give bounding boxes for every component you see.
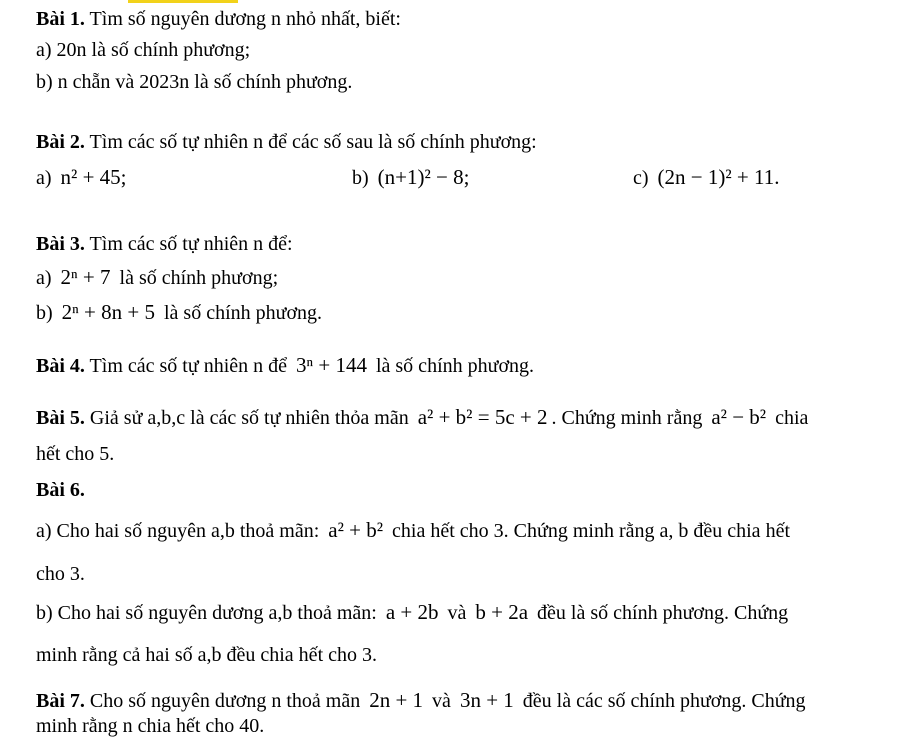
p2-c-expr: (2n − 1)² + 11. <box>657 165 780 189</box>
p4-line <box>36 353 534 378</box>
p2-b-label: b) <box>352 167 369 189</box>
p5-t1: Giả sử a,b,c là các số tự nhiên thỏa mãn <box>89 407 409 429</box>
p6-b2: đều là số chính phương. Chứng <box>537 602 789 624</box>
p7-and: và <box>432 690 451 712</box>
p3-b <box>36 300 322 325</box>
p6-a3: cho 3. <box>36 563 85 585</box>
p3-b-label: b) <box>36 302 53 324</box>
p6-b1: b) Cho hai số nguyên dương a,b thoả mãn: <box>36 602 377 624</box>
p3-stem: Tìm các số tự nhiên n để: <box>89 233 293 255</box>
p2-stem: Tìm các số tự nhiên n để các số sau là số chính phương: <box>89 131 537 153</box>
p2-stem-line <box>36 130 537 154</box>
highlight-strip <box>128 0 238 3</box>
p7-t2: đều là các số chính phương. Chứng <box>522 690 806 712</box>
p6-a1: a) Cho hai số nguyên a,b thoả mãn: <box>36 520 320 542</box>
p1-stem-line <box>36 7 401 31</box>
p6-title: Bài 6. <box>36 479 85 501</box>
p1-b: b) n chẵn và 2023n là số chính phương. <box>36 71 353 93</box>
p5-line1 <box>36 405 808 430</box>
p4-expr: 3ⁿ + 144 <box>296 353 367 377</box>
p3-stem-line <box>36 232 293 256</box>
p7-line1 <box>36 688 806 713</box>
p3-a <box>36 265 278 290</box>
p3-title: Bài 3. <box>36 233 85 255</box>
p5-expr2: a² − b² <box>711 405 767 429</box>
p2-a-expr: n² + 45; <box>60 165 127 189</box>
p1-title: Bài 1. <box>36 8 85 30</box>
p5-t4: hết cho 5. <box>36 443 115 465</box>
p6-b-expr1: a + 2b <box>385 600 439 624</box>
p4-title: Bài 4. <box>36 355 85 377</box>
p5-t3: chia <box>775 407 809 429</box>
p6-b-line1 <box>36 600 788 625</box>
p3-a-expr: 2ⁿ + 7 <box>60 265 111 289</box>
p3-b-expr: 2ⁿ + 8n + 5 <box>61 300 155 324</box>
p2-title: Bài 2. <box>36 131 85 153</box>
p7-t3: minh rằng n chia hết cho 40. <box>36 715 265 737</box>
p2-c <box>633 165 784 190</box>
p7-title: Bài 7. <box>36 690 85 712</box>
p3-a-text: là số chính phương; <box>119 267 279 289</box>
p5-expr1: a² + b² = 5c + 2 <box>417 405 548 429</box>
p2-c-label: c) <box>633 167 649 189</box>
p3-b-text: là số chính phương. <box>163 302 323 324</box>
p2-a-label: a) <box>36 167 52 189</box>
p4-t2: là số chính phương. <box>375 355 535 377</box>
p7-expr1: 2n + 1 <box>369 688 424 712</box>
p3-a-label: a) <box>36 267 52 289</box>
p6-a-line1 <box>36 518 790 543</box>
p5-t2: . Chứng minh rằng <box>551 407 703 429</box>
p6-a2: chia hết cho 3. Chứng minh rằng a, b đều chia hết <box>392 520 790 542</box>
p6-b-and: và <box>447 602 467 624</box>
p5-title: Bài 5. <box>36 407 85 429</box>
p6-a-expr: a² + b² <box>328 518 384 542</box>
p7-t1: Cho số nguyên dương n thoả mãn <box>89 690 361 712</box>
p6-b3: minh rằng cả hai số a,b đều chia hết cho 3. <box>36 644 377 666</box>
p2-a <box>36 165 131 190</box>
p6-b-expr2: b + 2a <box>475 600 529 624</box>
p2-b-expr: (n+1)² − 8; <box>377 165 470 189</box>
p1-stem: Tìm số nguyên dương n nhỏ nhất, biết: <box>89 8 401 30</box>
p7-expr2: 3n + 1 <box>459 688 514 712</box>
p1-a: a) 20n là số chính phương; <box>36 39 251 61</box>
p2-b <box>352 165 473 190</box>
p4-t1: Tìm các số tự nhiên n để <box>89 355 287 377</box>
